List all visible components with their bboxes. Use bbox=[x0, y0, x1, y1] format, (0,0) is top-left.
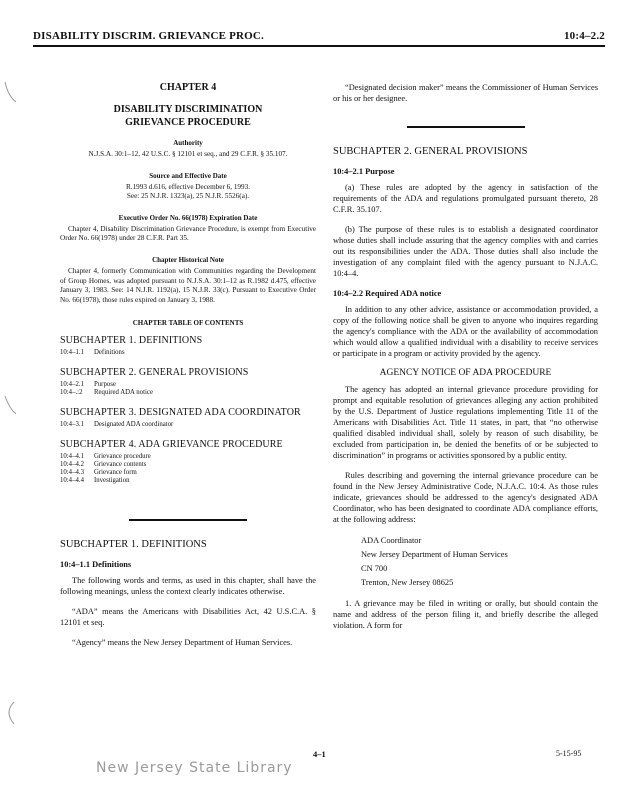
toc-entry-number: 10:4–3.1 bbox=[60, 421, 84, 429]
toc-entry-label: Purpose bbox=[94, 381, 116, 389]
toc-entry-label: Definitions bbox=[94, 349, 125, 357]
chapter-subtitle bbox=[60, 103, 316, 129]
executive-order-text: Chapter 4, Disability Discrimination Grievance Procedure, is exempt from Executive Order No. 66(1978) under 28 C.F.R. Part 35. bbox=[60, 224, 316, 243]
toc-subchapter-2: SUBCHAPTER 2. GENERAL PROVISIONS bbox=[60, 367, 249, 379]
toc-entry-number: 10:4–.:2 bbox=[60, 389, 83, 397]
toc-entry bbox=[60, 381, 316, 389]
coordinator-address bbox=[361, 534, 598, 590]
subchapter-2-heading: SUBCHAPTER 2. GENERAL PROVISIONS bbox=[333, 146, 528, 157]
margin-mark bbox=[2, 392, 18, 418]
toc-entry bbox=[60, 453, 316, 461]
agency-notice-title: AGENCY NOTICE OF ADA PROCEDURE bbox=[379, 368, 552, 378]
toc-entry bbox=[60, 421, 316, 429]
section-heading-definitions: 10:4–1.1 Definitions bbox=[60, 560, 132, 570]
toc-entry bbox=[60, 477, 316, 485]
notice-paragraph: In addition to any other advice, assistance or accommodation provided, a copy of the following notice shall be given to anyone who inquires regarding the agency's compliance with the ADA or the availability of accommodation which would allow a qualified individual with a disability to receive services or participate in a program or activity provided by the agency. bbox=[333, 305, 598, 358]
definition-decision-maker: “Designated decision maker” means the Commissioner of Human Services or his or her designee. bbox=[333, 83, 598, 103]
agency-notice-paragraph-2: Rules describing and governing the internal grievance procedure can be found in the New Jersey Administrative Code, N.J.A.C. 10:4. As those rules indicate, grievances should be addressed to the agency's designated ADA Coordinator, who has been designated to coordinate ADA compliance efforts, at the following address: bbox=[333, 471, 598, 524]
toc-entry-label: Grievance procedure bbox=[94, 453, 151, 461]
margin-mark bbox=[2, 80, 18, 106]
address-line: CN 700 bbox=[361, 564, 388, 573]
toc-subchapter-3: SUBCHAPTER 3. DESIGNATED ADA COORDINATOR bbox=[60, 407, 301, 419]
executive-order-heading: Executive Order No. 66(1978) Expiration Date bbox=[118, 213, 258, 222]
subchapter-1-heading: SUBCHAPTER 1. DEFINITIONS bbox=[60, 539, 207, 551]
history-text: Chapter 4, formerly Communication with Communities regarding the Development of Group Homes, was adopted pursuant to N.J.S.A. 30:1–12 as R.1982 d.475, effective January 3, 1983. See: 14 N.J.R. 1192(a), 15 N.J.R. 33(c). Pursuant to Executive Order No. 66(1978), those rules expired on January 3, 1988. bbox=[60, 266, 316, 304]
running-header bbox=[33, 30, 605, 47]
toc-entry-number: 10:4–1.1 bbox=[60, 349, 84, 357]
page-number: 4–1 bbox=[313, 749, 326, 759]
toc-entry-label: Required ADA notice bbox=[94, 389, 153, 397]
source-line-1: R.1993 d.616, effective December 6, 1993. bbox=[125, 182, 251, 191]
definition-ada: “ADA” means the Americans with Disabilities Act, 42 U.S.C.A. § 12101 et seq. bbox=[60, 607, 316, 628]
toc-entry bbox=[60, 389, 316, 397]
toc-entry-label: Grievance contents bbox=[94, 461, 147, 469]
chapter-subtitle-line-1: DISABILITY DISCRIMINATION bbox=[113, 104, 263, 115]
toc-entry-label: Investigation bbox=[94, 477, 130, 485]
chapter-title: CHAPTER 4 bbox=[159, 82, 217, 93]
toc-entry-label: Designated ADA coordinator bbox=[94, 421, 174, 429]
toc-entry bbox=[60, 469, 316, 477]
address-line: ADA Coordinator bbox=[361, 536, 422, 545]
toc-entry-number: 10:4–4.4 bbox=[60, 477, 84, 485]
purpose-a: (a) These rules are adopted by the agency in satisfaction of the requirements of the ADA and regulations promulgated pursuant thereto, 28 C.F.R. 35.107. bbox=[333, 183, 598, 214]
toc-entry-label: Grievance form bbox=[94, 469, 137, 477]
authority-heading: Authority bbox=[173, 139, 203, 147]
source-line-2: See: 25 N.J.R. 1323(a), 25 N.J.R. 5526(a). bbox=[126, 192, 250, 201]
left-column bbox=[60, 82, 316, 657]
header-section-number: 10:4–2.2 bbox=[563, 30, 605, 42]
address-line: Trenton, New Jersey 08625 bbox=[361, 578, 454, 587]
history-heading: Chapter Historical Note bbox=[152, 255, 224, 264]
revision-date: 5-15-95 bbox=[556, 749, 582, 758]
definition-agency: “Agency” means the New Jersey Department of Human Services. bbox=[72, 638, 293, 648]
toc-entry bbox=[60, 349, 316, 357]
section-divider bbox=[407, 126, 525, 128]
chapter-subtitle-line-2: GRIEVANCE PROCEDURE bbox=[125, 117, 251, 128]
toc-subchapter-4: SUBCHAPTER 4. ADA GRIEVANCE PROCEDURE bbox=[60, 439, 283, 451]
toc-entry bbox=[60, 461, 316, 469]
toc-entry-number: 10:4–2.1 bbox=[60, 381, 84, 389]
section-heading-purpose: 10:4–2.1 Purpose bbox=[333, 167, 395, 176]
library-stamp: New Jersey State Library bbox=[96, 760, 293, 776]
toc-heading: CHAPTER TABLE OF CONTENTS bbox=[132, 319, 244, 328]
agency-notice-paragraph-1: The agency has adopted an internal grievance procedure providing for prompt and equitable resolution of grievances alleging any action prohibited by the U.S. Department of Justice regulations implementing Title 11 of the Americans with Disabilities Act. Title 11 states, in part, that “no otherwise qualified disabled individual shall, solely by reason of such disability, be excluded from participation in, be denied the benefits of or be subjected to discrimination” in programs or activities sponsored by a public entity. bbox=[333, 385, 598, 460]
section-heading-notice: 10:4–2.2 Required ADA notice bbox=[333, 289, 442, 298]
margin-mark bbox=[2, 700, 18, 726]
header-title: DISABILITY DISCRIM. GRIEVANCE PROC. bbox=[33, 30, 265, 42]
grievance-item-1: 1. A grievance may be filed in writing or orally, but should contain the name and address of the person filing it, and briefly describe the alleged violation. A form for bbox=[333, 599, 598, 630]
toc-entry-number: 10:4–4.3 bbox=[60, 469, 84, 477]
source-heading: Source and Effective Date bbox=[149, 171, 227, 180]
toc-entry-number: 10:4–4.2 bbox=[60, 461, 84, 469]
right-column bbox=[333, 82, 598, 640]
toc-entry-number: 10:4–4.1 bbox=[60, 453, 84, 461]
purpose-b: (b) The purpose of these rules is to establish a designated coordinator whose duties shall include assuring that the agency complies with and carries out its responsibilities under the ADA. Those duties shall also include the investigation of any complaint filed with the agency pursuant to N.J.A.C. 10:4–4. bbox=[333, 225, 598, 278]
authority-text: N.J.S.A. 30:1–12, 42 U.S.C. § 12101 et seq., and 29 C.F.R. § 35.107. bbox=[88, 150, 288, 158]
address-line: New Jersey Department of Human Services bbox=[361, 550, 508, 559]
toc-subchapter-1: SUBCHAPTER 1. DEFINITIONS bbox=[60, 335, 203, 347]
section-divider bbox=[129, 519, 247, 521]
definitions-intro: The following words and terms, as used in this chapter, shall have the following meanings, unless the context clearly indicates otherwise. bbox=[60, 576, 316, 597]
